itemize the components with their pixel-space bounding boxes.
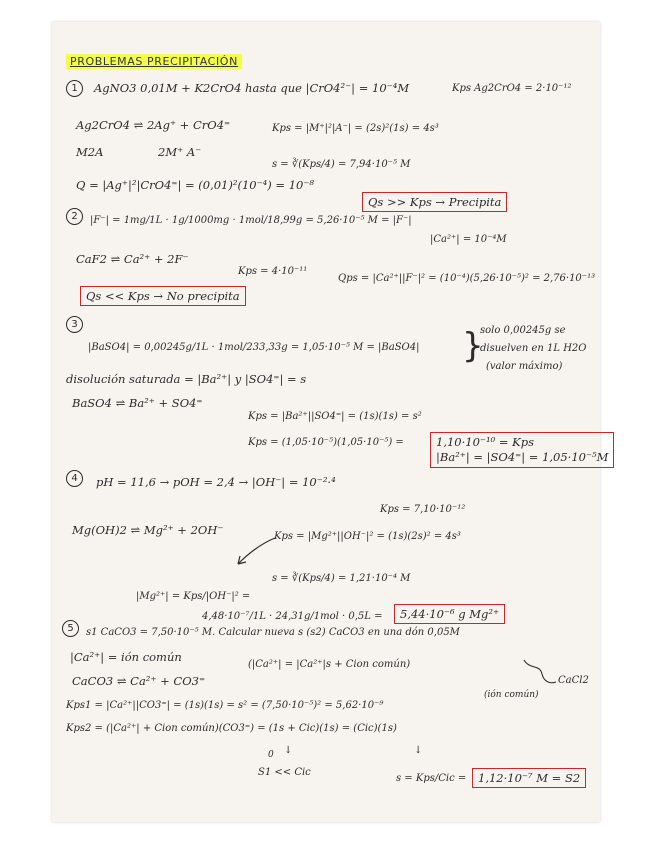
- p5-result-box: 1,12·10⁻⁷ M = S2: [472, 768, 586, 788]
- p3-note-line3: (valor máximo): [486, 361, 563, 372]
- p1-statement: AgNO3 0,01M + K2CrO4 hasta que |CrO4²⁻| = 10⁻⁴M: [94, 81, 410, 95]
- p4-reaction: Mg(OH)2 ⇌ Mg²⁺ + 2OH⁻: [72, 523, 224, 537]
- p5-ca-total: (|Ca²⁺| = |Ca²⁺|s + Cion común): [248, 659, 411, 670]
- p4-ph: pH = 11,6 → pOH = 2,4 → |OH⁻| = 10⁻²·⁴: [96, 475, 336, 489]
- p5-statement: s1 CaCO3 = 7,50·10⁻⁵ M. Calcular nueva s (s2) CaCO3 en una dón 0,05M: [86, 627, 460, 638]
- problem-4-number: 4: [66, 470, 83, 487]
- p2-ca: |Ca²⁺| = 10⁻⁴M: [430, 234, 507, 245]
- p5-approx-zero: 0: [268, 750, 274, 760]
- p5-ion-comun-label: (ión común): [484, 690, 539, 700]
- problem-2-number: 2: [66, 208, 83, 225]
- p4-mg-calc: 4,48·10⁻⁷/1L · 24,31g/1mol · 0,5L =: [202, 611, 383, 622]
- p5-ion-comun: |Ca²⁺| = ión común: [70, 650, 182, 664]
- p3-kps-expr: Kps = |Ba²⁺||SO4⁼| = (1s)(1s) = s²: [248, 411, 422, 422]
- p3-reaction: BaSO4 ⇌ Ba²⁺ + SO4⁼: [72, 396, 203, 410]
- p5-cacl2: CaCl2: [558, 675, 589, 686]
- p1-q: Q = |Ag⁺|²|CrO4⁼| = (0,01)²(10⁻⁴) = 10⁻⁸: [76, 178, 315, 192]
- p5-kps1: Kps1 = |Ca²⁺||CO3⁼| = (1s)(1s) = s² = (7,50·10⁻⁵)² = 5,62·10⁻⁹: [66, 700, 384, 711]
- p5-kps2: Kps2 = (|Ca²⁺| + Cion común)(CO3⁼) = (1s + Cic)(1s) = (Cic)(1s): [66, 723, 397, 734]
- page-title: PROBLEMAS PRECIPITACIÓN: [66, 54, 242, 69]
- p2-conversion: |F⁻| = 1mg/1L · 1g/1000mg · 1mol/18,99g = 5,26·10⁻⁵ M = |F⁻|: [90, 215, 412, 226]
- p2-qps: Qps = |Ca²⁺||F⁻|² = (10⁻⁴)(5,26·10⁻⁵)² = 2,76·10⁻¹³: [338, 273, 596, 284]
- p1-generic-salt: M2A: [76, 145, 104, 159]
- problem-5-number: 5: [62, 620, 79, 637]
- p1-kps-given: Kps Ag2CrO4 = 2·10⁻¹²: [452, 83, 572, 94]
- p1-reaction: Ag2CrO4 ⇌ 2Ag⁺ + CrO4⁼: [76, 118, 231, 132]
- p3-brace: }: [462, 326, 484, 366]
- p3-conversion: |BaSO4| = 0,00245g/1L · 1mol/233,33g = 1,05·10⁻⁵ M = |BaSO4|: [88, 342, 420, 353]
- p3-kps-calc: Kps = (1,05·10⁻⁵)(1,05·10⁻⁵) =: [248, 437, 404, 448]
- p5-curly-arrow: [520, 656, 560, 690]
- p4-mg-expr: |Mg²⁺| = Kps/|OH⁻|² =: [136, 591, 251, 602]
- p1-conclusion-box: Qs >> Kps → Precipita: [362, 192, 507, 212]
- p4-kps: Kps = 7,10·10⁻¹²: [380, 504, 466, 515]
- p1-kps-expr: Kps = |M⁺|²|A⁻| = (2s)²(1s) = 4s³: [272, 123, 439, 134]
- p2-conclusion-box: Qs << Kps → No precipita: [80, 286, 246, 306]
- p3-result-kps: 1,10·10⁻¹⁰ = Kps: [436, 435, 534, 449]
- p3-note-line1: solo 0,00245g se: [480, 325, 566, 336]
- problem-3-number: 3: [66, 316, 83, 333]
- p4-kps-expr: Kps = |Mg²⁺||OH⁻|² = (1s)(2s)² = 4s³: [274, 531, 461, 542]
- p5-approx-note: S1 << Cic: [258, 767, 311, 778]
- p3-note-line2: disuelven en 1L H2O: [480, 343, 587, 354]
- p1-generic-ions: 2M⁺ A⁻: [158, 145, 202, 159]
- p3-result-box: [430, 432, 614, 468]
- p2-kps: Kps = 4·10⁻¹¹: [238, 266, 308, 277]
- p5-down-arrow: ↓: [284, 745, 293, 756]
- p5-s-expr: s = Kps/Cic =: [396, 773, 467, 784]
- p1-solubility: s = ∛(Kps/4) = 7,94·10⁻⁵ M: [272, 159, 411, 170]
- p4-solubility: s = ∛(Kps/4) = 1,21·10⁻⁴ M: [272, 573, 411, 584]
- p2-reaction: CaF2 ⇌ Ca²⁺ + 2F⁻: [76, 252, 189, 266]
- p4-arrow: [220, 534, 280, 570]
- p3-saturated: disolución saturada = |Ba²⁺| y |SO4⁼| = s: [66, 372, 307, 386]
- p3-result-conc: |Ba²⁺| = |SO4⁼| = 1,05·10⁻⁵M: [436, 450, 609, 464]
- problem-1-number: 1: [66, 80, 83, 97]
- p5-down-arrow-2: ↓: [414, 745, 423, 756]
- p5-reaction: CaCO3 ⇌ Ca²⁺ + CO3⁼: [72, 674, 206, 688]
- p4-result-box: 5,44·10⁻⁶ g Mg²⁺: [394, 604, 505, 624]
